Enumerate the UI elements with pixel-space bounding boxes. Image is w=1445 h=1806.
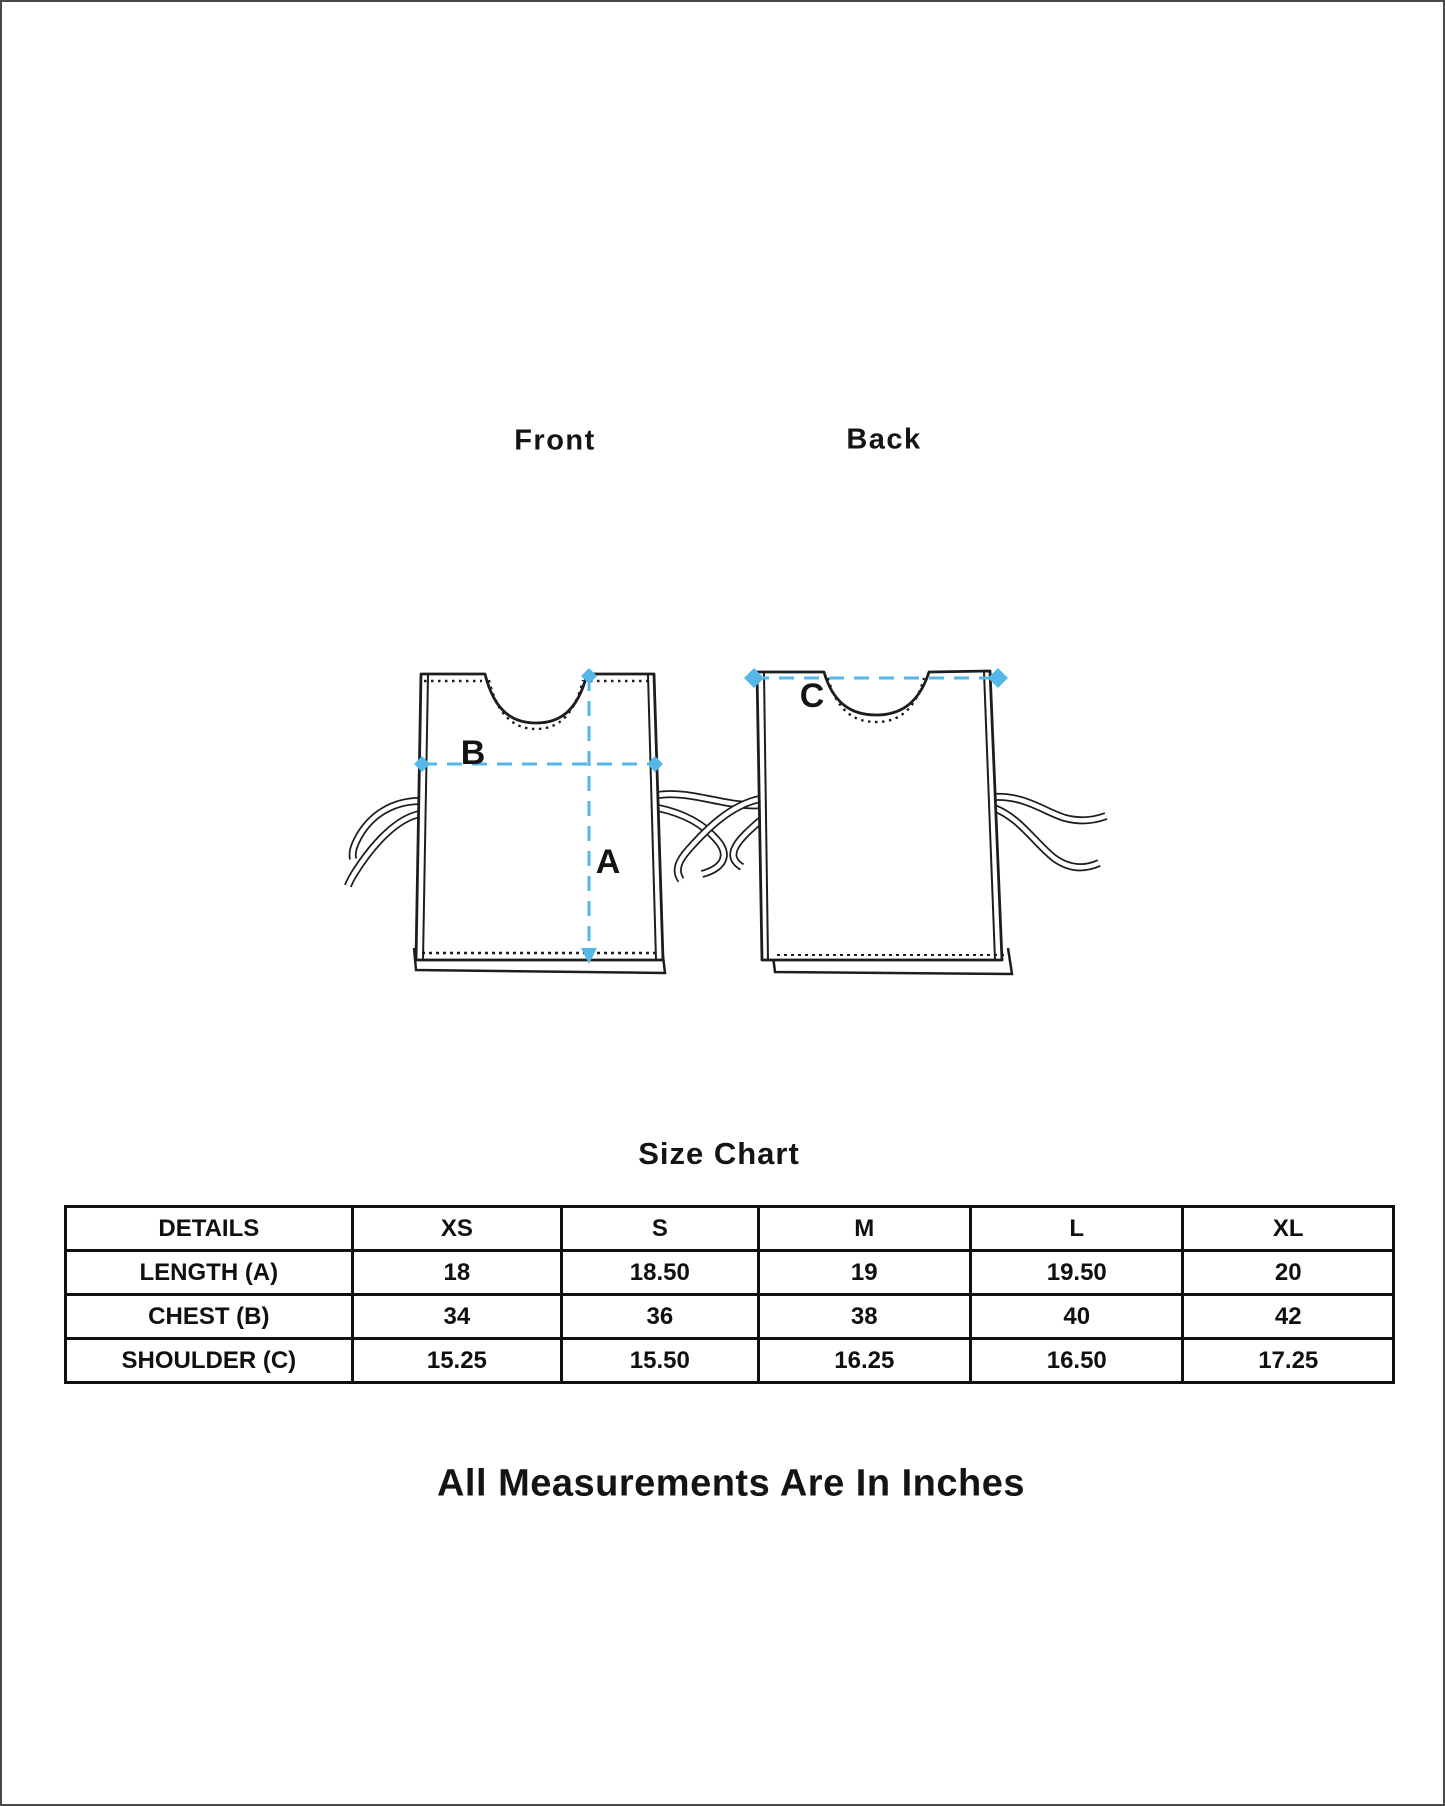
cell-shoulder-m: 16.25 — [758, 1339, 970, 1383]
cell-shoulder-l: 16.50 — [971, 1339, 1183, 1383]
header-cell-m: M — [758, 1207, 970, 1251]
header-cell-s: S — [562, 1207, 758, 1251]
footer-note: All Measurements Are In Inches — [436, 1462, 1026, 1505]
cell-length-xs: 18 — [352, 1251, 561, 1295]
row-label-shoulder: SHOULDER (C) — [66, 1339, 353, 1383]
table-row-length — [66, 1251, 1394, 1295]
cell-chest-m: 38 — [758, 1295, 970, 1339]
front-label: Front — [514, 424, 596, 457]
header-cell-details: DETAILS — [66, 1207, 353, 1251]
cell-shoulder-xl: 17.25 — [1183, 1339, 1394, 1383]
garment-diagram — [2, 2, 1445, 1806]
cell-chest-l: 40 — [971, 1295, 1183, 1339]
header-cell-xl: XL — [1183, 1207, 1394, 1251]
table-header-row — [66, 1207, 1394, 1251]
cell-shoulder-s: 15.50 — [562, 1339, 758, 1383]
back-garment-drawing — [757, 671, 1012, 974]
row-label-chest: CHEST (B) — [66, 1295, 353, 1339]
measure-label-b: B — [460, 734, 486, 772]
cell-length-xl: 20 — [1183, 1251, 1394, 1295]
cell-shoulder-xs: 15.25 — [352, 1339, 561, 1383]
row-label-length: LENGTH (A) — [66, 1251, 353, 1295]
cell-chest-s: 36 — [562, 1295, 758, 1339]
measure-label-c: C — [799, 677, 825, 715]
header-cell-l: L — [971, 1207, 1183, 1251]
header-cell-xs: XS — [352, 1207, 561, 1251]
cell-chest-xl: 42 — [1183, 1295, 1394, 1339]
cell-chest-xs: 34 — [352, 1295, 561, 1339]
table-row-shoulder — [66, 1339, 1394, 1383]
cell-length-m: 19 — [758, 1251, 970, 1295]
cell-length-s: 18.50 — [562, 1251, 758, 1295]
table-row-chest — [66, 1295, 1394, 1339]
measure-label-a: A — [595, 843, 621, 881]
size-chart-title: Size Chart — [638, 1136, 800, 1171]
front-garment-drawing — [414, 674, 665, 973]
back-label: Back — [846, 423, 922, 456]
cell-length-l: 19.50 — [971, 1251, 1183, 1295]
size-chart-table — [64, 1205, 1395, 1384]
